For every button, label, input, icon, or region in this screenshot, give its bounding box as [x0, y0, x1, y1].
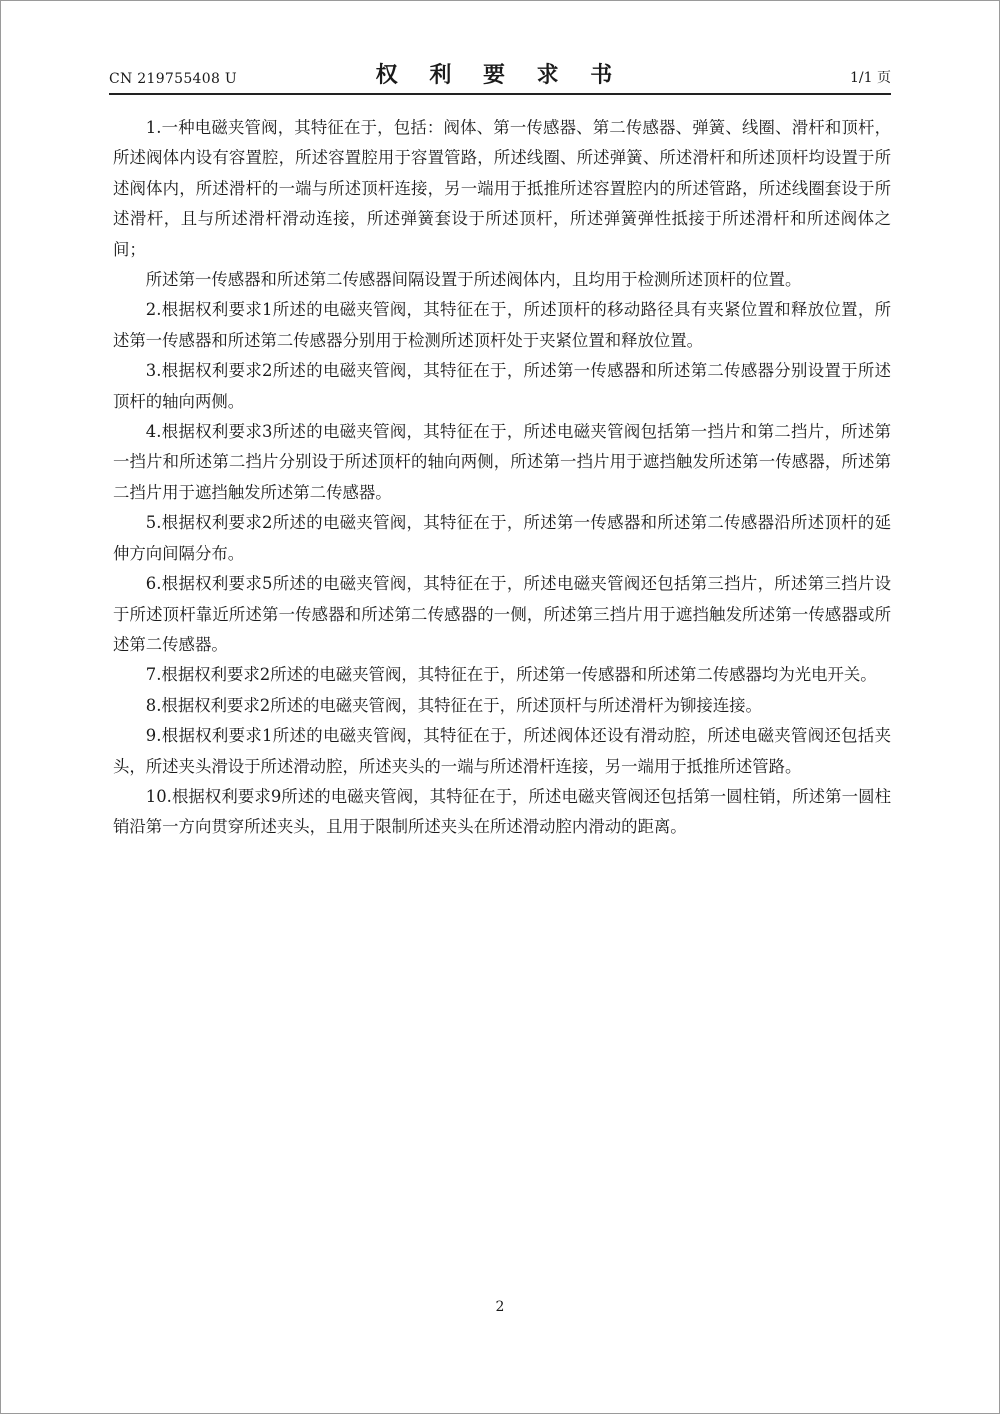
page-indicator: 1/1 页: [850, 70, 891, 86]
claim-paragraph: 2.根据权利要求1所述的电磁夹管阀，其特征在于，所述顶杆的移动路径具有夹紧位置和释放位置，所述第一传感器和所述第二传感器分别用于检测所述顶杆处于夹紧位置和释放位置。: [113, 300, 891, 350]
claims-body: [113, 113, 891, 843]
claim-paragraph: 6.根据权利要求5所述的电磁夹管阀，其特征在于，所述电磁夹管阀还包括第三挡片，所述第三挡片设于所述顶杆靠近所述第一传感器和所述第二传感器的一侧，所述第三挡片用于遮挡触发所述第一传感器或所述第二传感器。: [113, 574, 891, 654]
claim-paragraph: 7.根据权利要求2所述的电磁夹管阀，其特征在于，所述第一传感器和所述第二传感器均为光电开关。: [145, 665, 877, 685]
claim-paragraph: 5.根据权利要求2所述的电磁夹管阀，其特征在于，所述第一传感器和所述第二传感器沿所述顶杆的延伸方向间隔分布。: [113, 513, 891, 563]
claim-paragraph: 8.根据权利要求2所述的电磁夹管阀，其特征在于，所述顶杆与所述滑杆为铆接连接。: [145, 695, 762, 715]
claim-paragraph: 9.根据权利要求1所述的电磁夹管阀，其特征在于，所述阀体还设有滑动腔，所述电磁夹管阀还包括夹头，所述夹头滑设于所述滑动腔，所述夹头的一端与所述滑杆连接，另一端用于抵推所述管路。: [113, 726, 891, 776]
document-title: 权 利 要 求 书: [375, 62, 625, 88]
claim-paragraph: 1.一种电磁夹管阀，其特征在于，包括：阀体、第一传感器、第二传感器、弹簧、线圈、滑杆和顶杆，所述阀体内设有容置腔，所述容置腔用于容置管路，所述线圈、所述弹簧、所述滑杆和所述顶杆均设置于所述阀体内，所述滑杆的一端与所述顶杆连接，另一端用于抵推所述容置腔内的所述管路，所述线圈套设于所述滑杆，且与所述滑杆滑动连接，所述弹簧套设于所述顶杆，所述弹簧弹性抵接于所述滑杆和所述阀体之间；: [113, 118, 891, 259]
page-header: [109, 59, 891, 95]
publication-number: CN 219755408 U: [109, 71, 238, 87]
claim-paragraph: 4.根据权利要求3所述的电磁夹管阀，其特征在于，所述电磁夹管阀包括第一挡片和第二挡片，所述第一挡片和所述第二挡片分别设于所述顶杆的轴向两侧，所述第一挡片用于遮挡触发所述第一传感器，所述第二挡片用于遮挡触发所述第二传感器。: [113, 422, 891, 502]
claim-paragraph: 3.根据权利要求2所述的电磁夹管阀，其特征在于，所述第一传感器和所述第二传感器分别设置于所述顶杆的轴向两侧。: [113, 361, 891, 411]
page-number: 2: [495, 1299, 505, 1315]
claim-paragraph: 10.根据权利要求9所述的电磁夹管阀，其特征在于，所述电磁夹管阀还包括第一圆柱销，所述第一圆柱销沿第一方向贯穿所述夹头，且用于限制所述夹头在所述滑动腔内滑动的距离。: [113, 786, 891, 837]
claim-paragraph: 所述第一传感器和所述第二传感器间隔设置于所述阀体内，且均用于检测所述顶杆的位置。: [145, 270, 802, 290]
